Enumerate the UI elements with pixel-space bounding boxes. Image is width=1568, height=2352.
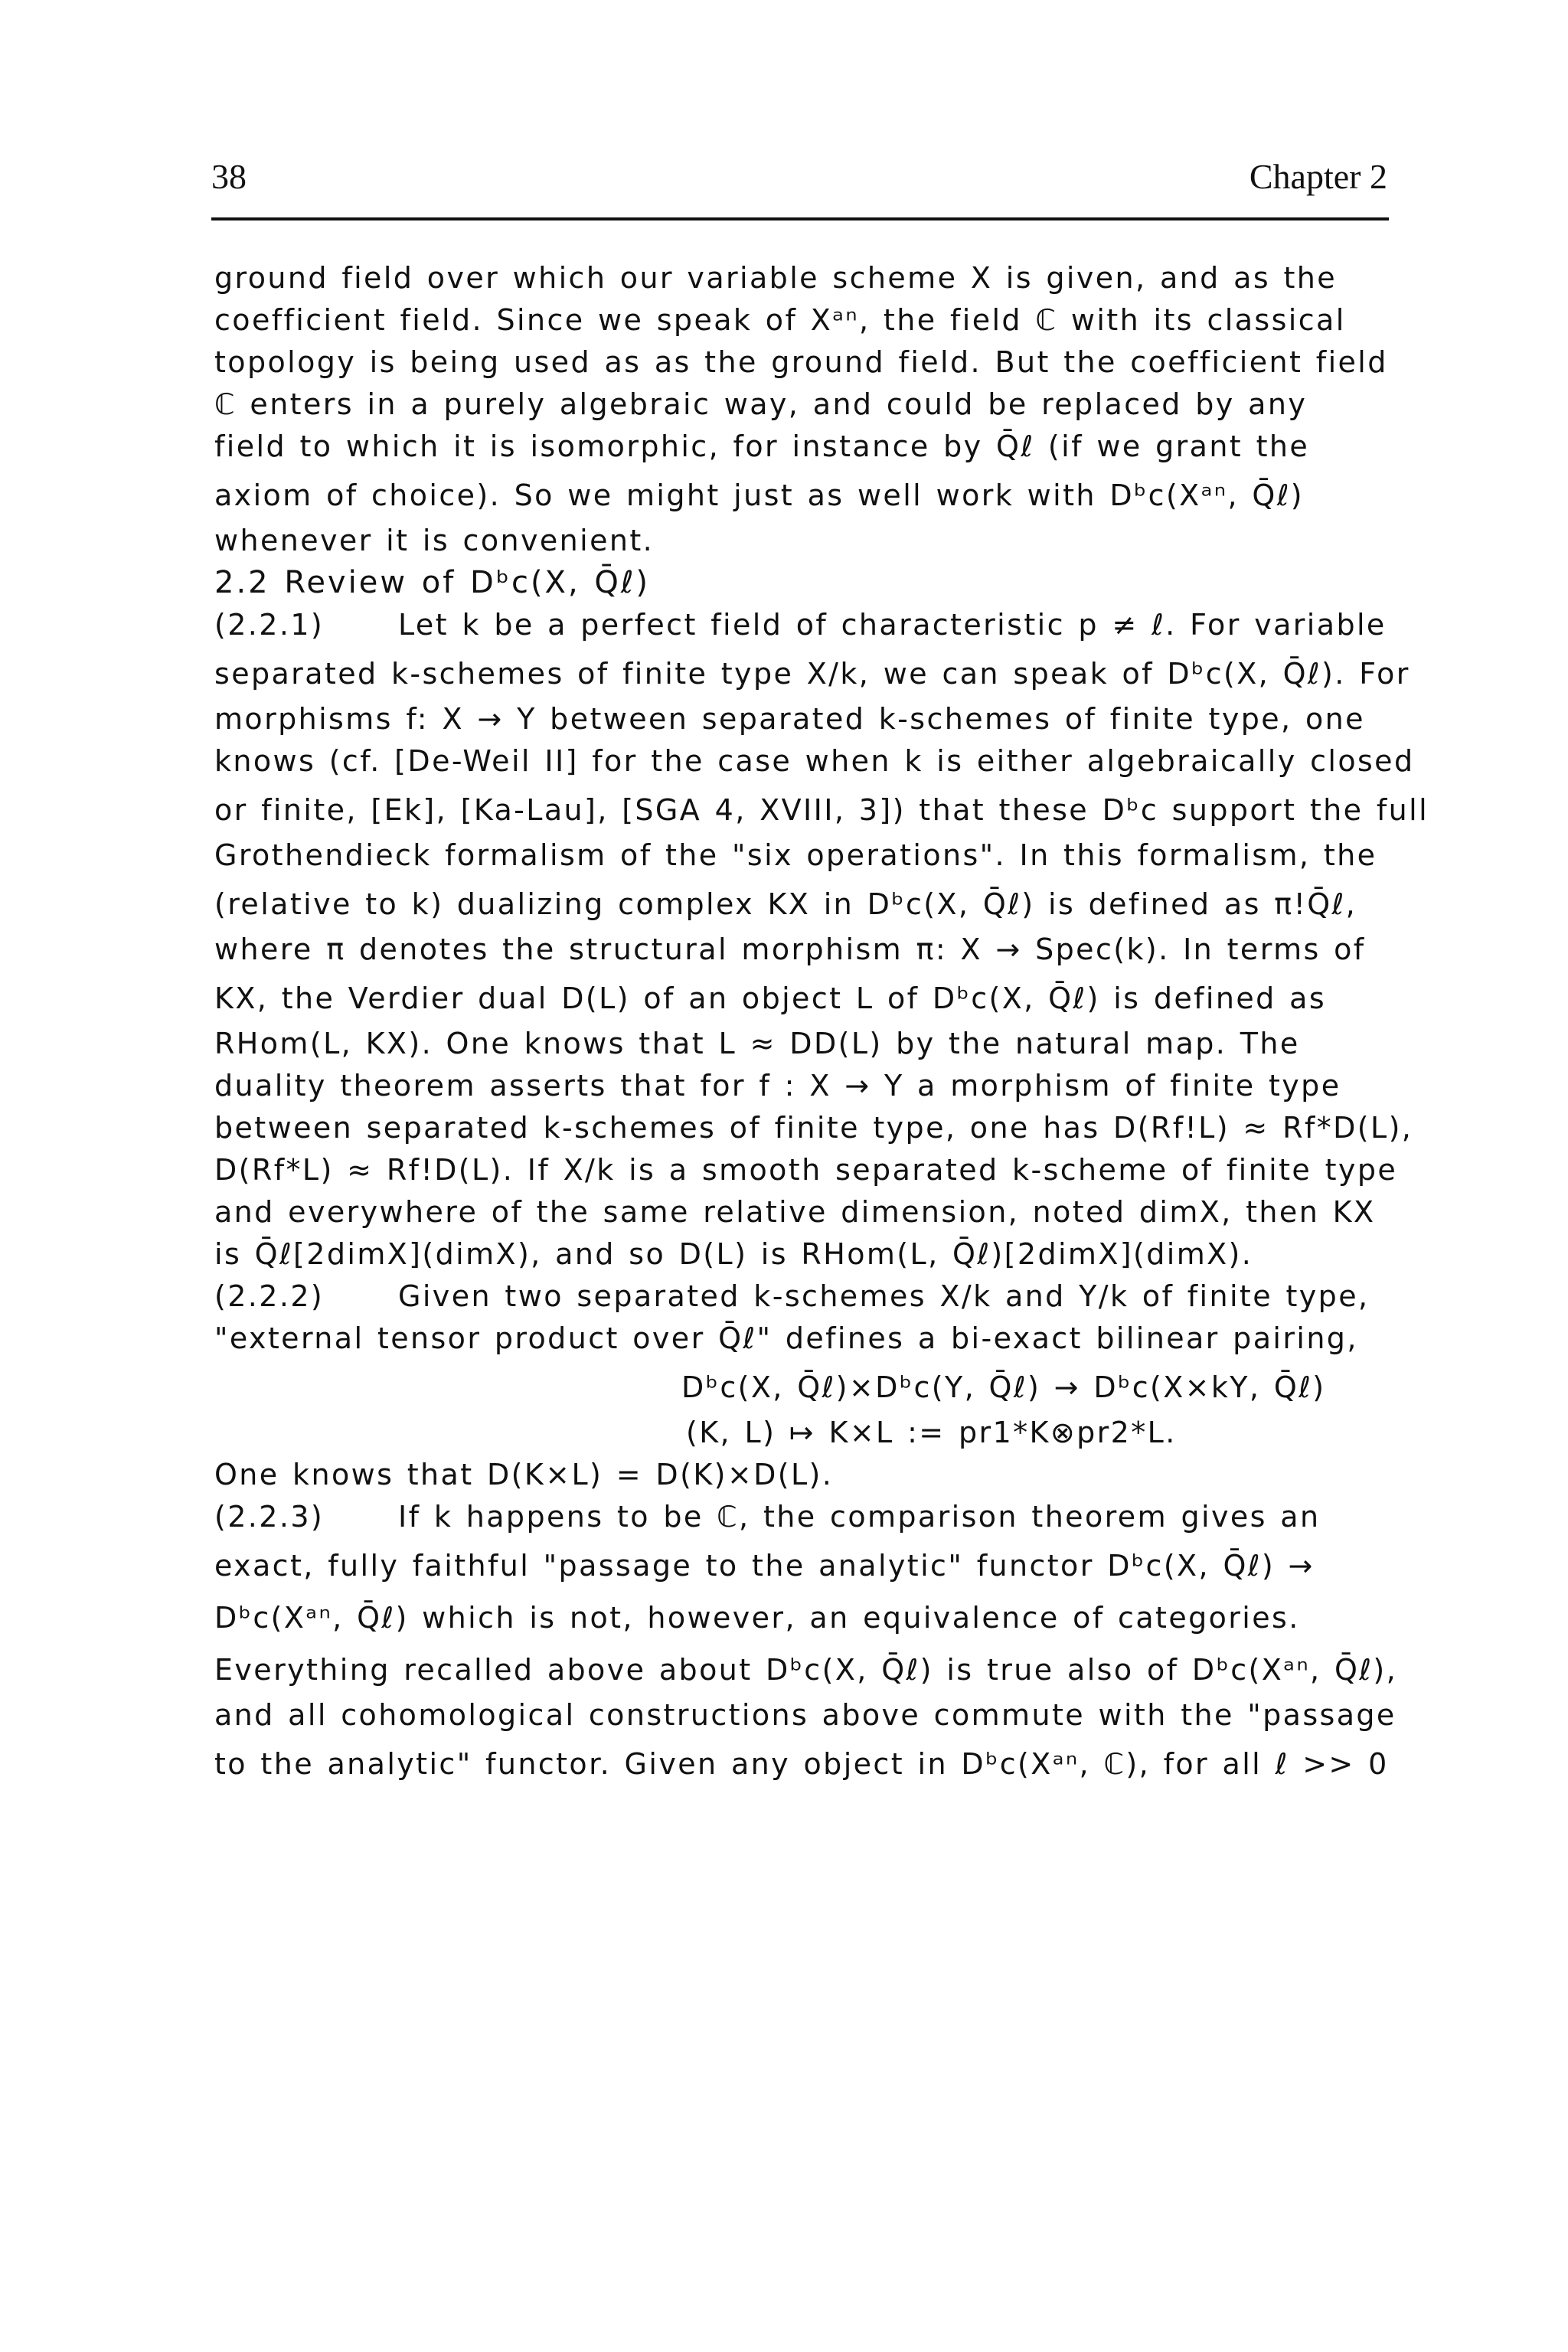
text-line: and all cohomological constructions above commute with the "passage: [214, 1698, 1396, 1732]
text-line: separated k-schemes of finite type X/k, we can speak of Dᵇc(X, Q̄ℓ). For: [214, 657, 1410, 691]
text-line: morphisms f: X → Y between separated k-schemes of finite type, one: [214, 702, 1365, 736]
text-line: ground field over which our variable scheme X is given, and as the: [214, 261, 1338, 295]
text-line: between separated k-schemes of finite type, one has D(Rf!L) ≈ Rf*D(L),: [214, 1111, 1413, 1145]
text-line: Everything recalled above about Dᵇc(X, Q̄ℓ) is true also of Dᵇc(Xᵃⁿ, Q̄ℓ),: [214, 1653, 1398, 1687]
text-line: D(Rf*L) ≈ Rf!D(L). If X/k is a smooth separated k-scheme of finite type: [214, 1153, 1398, 1187]
text-line: ℂ enters in a purely algebraic way, and could be replaced by any: [214, 387, 1308, 421]
text-line: "external tensor product over Q̄ℓ" defines a bi-exact bilinear pairing,: [214, 1321, 1358, 1355]
text-line: and everywhere of the same relative dimension, noted dimX, then KX: [214, 1195, 1376, 1229]
paragraph-start: [214, 1276, 1467, 1318]
display-formula: (K, L) ↦ K×L := pr1*K⊗pr2*L.: [686, 1416, 1177, 1449]
text-line: Grothendieck formalism of the "six operations". In this formalism, the: [214, 838, 1377, 872]
text-line: Given two separated k-schemes X/k and Y/k of finite type,: [398, 1279, 1370, 1313]
paragraph-start: [214, 604, 1467, 646]
text-line: whenever it is convenient.: [214, 524, 655, 557]
text-line: Let k be a perfect field of characteristic p ≠ ℓ. For variable: [398, 608, 1387, 642]
text-line: axiom of choice). So we might just as well work with Dᵇc(Xᵃⁿ, Q̄ℓ): [214, 479, 1305, 512]
page-number: 38: [211, 157, 247, 196]
text-line: One knows that D(K×L) = D(K)×D(L).: [214, 1458, 834, 1491]
text-line: RHom(L, KX). One knows that L ≈ DD(L) by the natural map. The: [214, 1027, 1300, 1060]
text-line: to the analytic" functor. Given any object in Dᵇc(Xᵃⁿ, ℂ), for all ℓ >> 0: [214, 1747, 1389, 1781]
text-line: topology is being used as as the ground field. But the coefficient field: [214, 345, 1388, 379]
text-line: is Q̄ℓ[2dimX](dimX), and so D(L) is RHom(L, Q̄ℓ)[2dimX](dimX).: [214, 1237, 1253, 1271]
paragraph-start: [214, 1496, 1467, 1538]
paragraph-number: (2.2.1): [214, 608, 325, 642]
text-line: field to which it is isomorphic, for instance by Q̄ℓ (if we grant the: [214, 430, 1310, 463]
chapter-title: Chapter 2: [1249, 157, 1387, 196]
header-rule: [211, 217, 1389, 220]
text-line: where π denotes the structural morphism π: X → Spec(k). In terms of: [214, 933, 1366, 966]
text-line: duality theorem asserts that for f : X → Y a morphism of finite type: [214, 1069, 1341, 1102]
text-line: Dᵇc(Xᵃⁿ, Q̄ℓ) which is not, however, an equivalence of categories.: [214, 1601, 1300, 1635]
running-header: [211, 156, 1387, 210]
text-line: coefficient field. Since we speak of Xᵃⁿ, the field ℂ with its classical: [214, 303, 1346, 337]
page-body: [214, 257, 1467, 1788]
text-line: KX, the Verdier dual D(L) of an object L of Dᵇc(X, Q̄ℓ) is defined as: [214, 982, 1327, 1015]
paragraph-number: (2.2.3): [214, 1500, 325, 1534]
text-line: exact, fully faithful "passage to the analytic" functor Dᵇc(X, Q̄ℓ) →: [214, 1549, 1315, 1583]
paragraph-number: (2.2.2): [214, 1279, 325, 1313]
text-line: If k happens to be ℂ, the comparison theorem gives an: [398, 1500, 1321, 1534]
text-line: knows (cf. [De-Weil II] for the case when k is either algebraically closed: [214, 744, 1415, 778]
display-formula: Dᵇc(X, Q̄ℓ)×Dᵇc(Y, Q̄ℓ) → Dᵇc(X×kY, Q̄ℓ): [681, 1370, 1326, 1404]
section-heading: 2.2 Review of Dᵇc(X, Q̄ℓ): [214, 565, 650, 600]
text-line: (relative to k) dualizing complex KX in Dᵇc(X, Q̄ℓ) is defined as π!Q̄ℓ,: [214, 887, 1357, 921]
text-line: or finite, [Ek], [Ka-Lau], [SGA 4, XVIII, 3]) that these Dᵇc support the full: [214, 793, 1429, 827]
